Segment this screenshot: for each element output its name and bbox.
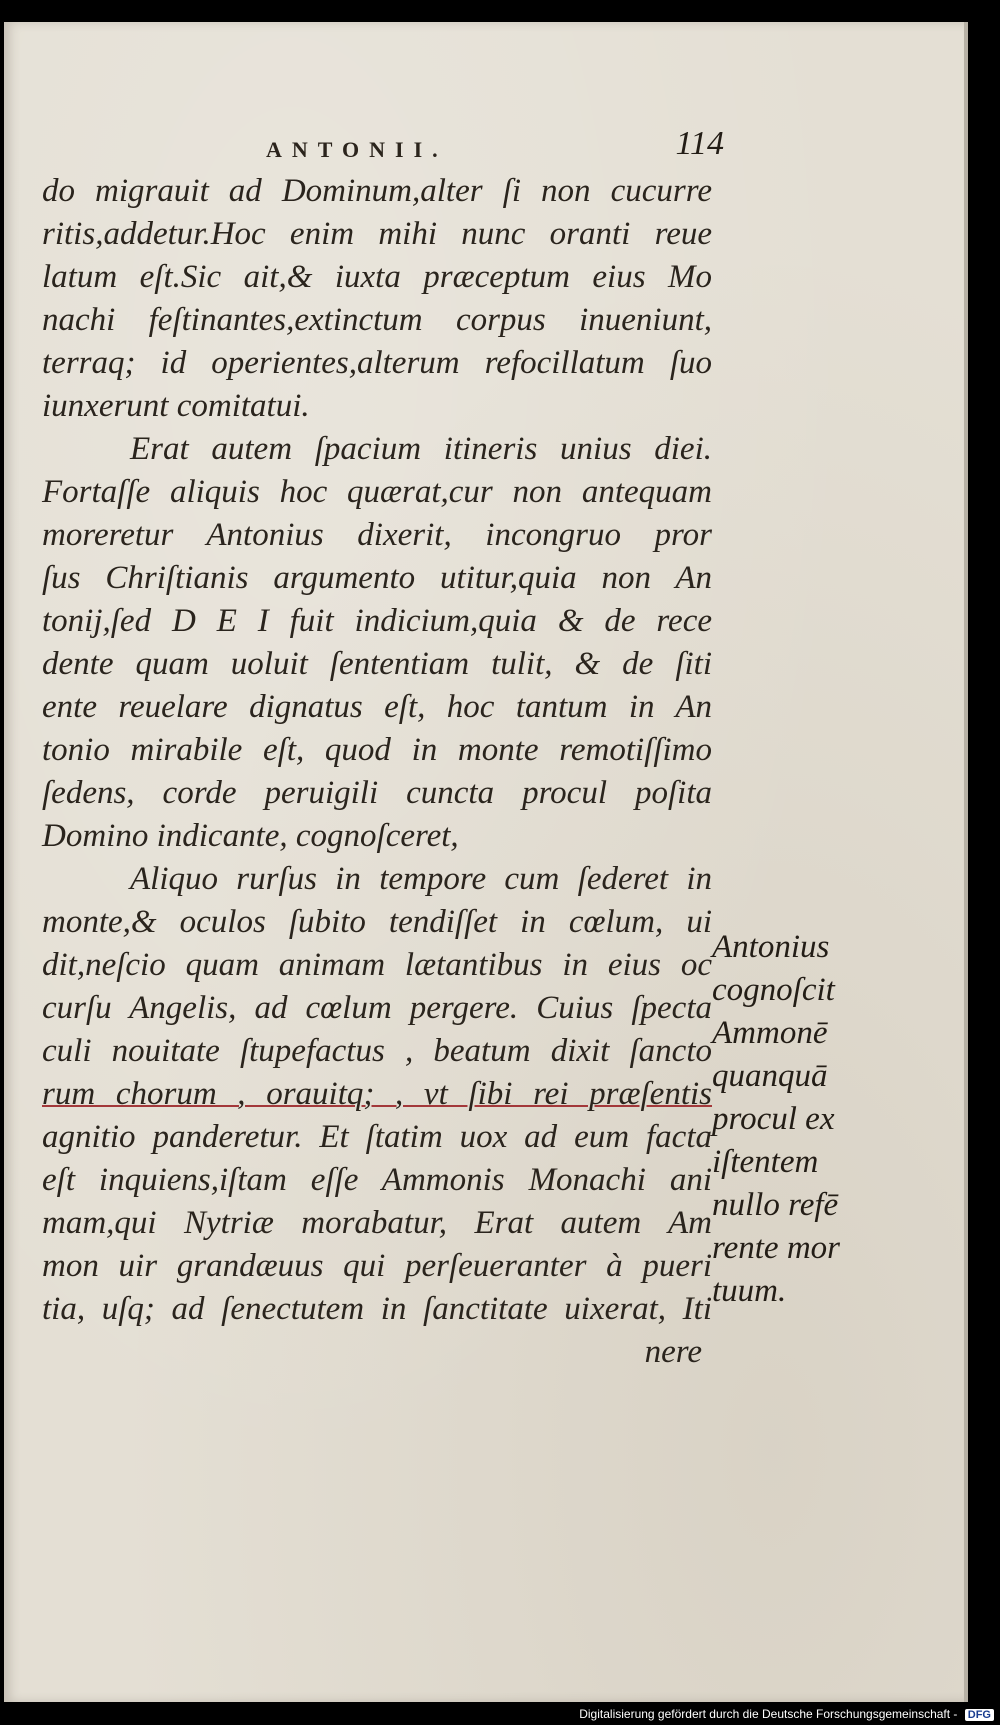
text-line: rum chorum , orauitq; , vt ſibi rei præſentis xyxy=(42,1076,712,1112)
text-line: Erat autem ſpacium itineris unius diei. xyxy=(130,431,712,467)
text-line: terraq; id operientes,alterum refocillatum ſuo xyxy=(42,345,712,381)
text-line: tonij,ſed D E I fuit indicium,quia & de rece xyxy=(42,603,712,639)
text-line: tia, uſq; ad ſenectutem in ſanctitate uixerat, Iti xyxy=(42,1291,712,1327)
text-line: dit,neſcio quam animam lætantibus in eius oc xyxy=(42,947,712,983)
catchword: nere xyxy=(644,1334,702,1370)
text-line: mam,qui Nytriæ morabatur, Erat autem Am xyxy=(42,1205,712,1241)
text-line: eſt inquiens,iſtam eſſe Ammonis Monachi ani xyxy=(42,1162,712,1198)
text-line: monte,& oculos ſubito tendiſſet in cœlum, ui xyxy=(42,904,712,940)
text-line: do migrauit ad Dominum,alter ſi non cucurre xyxy=(42,173,712,209)
main-text-column xyxy=(42,170,712,1374)
page-edge xyxy=(964,22,968,1702)
page-header xyxy=(254,125,724,165)
text-line: tonio mirabile eſt, quod in monte remotiſſimo xyxy=(42,732,712,768)
text-line: ſedens, corde peruigili cuncta procul poſita xyxy=(42,775,712,811)
text-line: ente reuelare dignatus eſt, hoc tantum in An xyxy=(42,689,712,725)
text-line: Fortaſſe aliquis hoc quærat,cur non antequam xyxy=(42,474,712,510)
running-head: ANTONII. xyxy=(266,137,448,162)
marginal-note xyxy=(712,926,872,1313)
text-line: mon uir grandæuus qui perſeueranter à pueri xyxy=(42,1248,712,1284)
text-line: curſu Angelis, ad cœlum pergere. Cuius ſpecta xyxy=(42,990,712,1026)
marginal-note-line: quanquā xyxy=(712,1058,828,1094)
text-line: ritis,addetur.Hoc enim mihi nunc oranti reue xyxy=(42,216,712,252)
marginal-note-line: cognoſcit xyxy=(712,972,835,1008)
dfg-logo: DFG xyxy=(965,1709,994,1721)
book-page xyxy=(4,22,966,1702)
digitization-credit xyxy=(579,1707,994,1721)
folio-number: 114 xyxy=(675,125,724,162)
text-line: nachi feſtinantes,extinctum corpus inueniunt, xyxy=(42,302,712,338)
text-line: agnitio panderetur. Et ſtatim uox ad eum facta xyxy=(42,1119,712,1155)
marginal-note-line: tuum. xyxy=(712,1273,787,1309)
text-line: Domino indicante, cognoſceret, xyxy=(42,818,459,854)
text-line: culi nouitate ſtupefactus , beatum dixit ſancto xyxy=(42,1033,712,1069)
text-line: iunxerunt comitatui. xyxy=(42,388,310,424)
marginal-note-line: Ammonē xyxy=(712,1015,828,1051)
marginal-note-line: nullo refē xyxy=(712,1187,839,1223)
text-line: moreretur Antonius dixerit, incongruo pror xyxy=(42,517,712,553)
marginal-note-line: iſtentem xyxy=(712,1144,819,1180)
text-line: ſus Chriſtianis argumento utitur,quia non An xyxy=(42,560,712,596)
marginal-note-line: rente mor xyxy=(712,1230,841,1266)
text-line: latum eſt.Sic ait,& iuxta præceptum eius Mo xyxy=(42,259,712,295)
credit-text: Digitalisierung gefördert durch die Deutsche Forschungsgemeinschaft - xyxy=(579,1707,958,1721)
text-line: dente quam uoluit ſententiam tulit, & de ſiti xyxy=(42,646,712,682)
marginal-note-line: procul ex xyxy=(712,1101,835,1137)
text-line: Aliquo rurſus in tempore cum ſederet in xyxy=(130,861,712,897)
marginal-note-line: Antonius xyxy=(712,929,830,965)
